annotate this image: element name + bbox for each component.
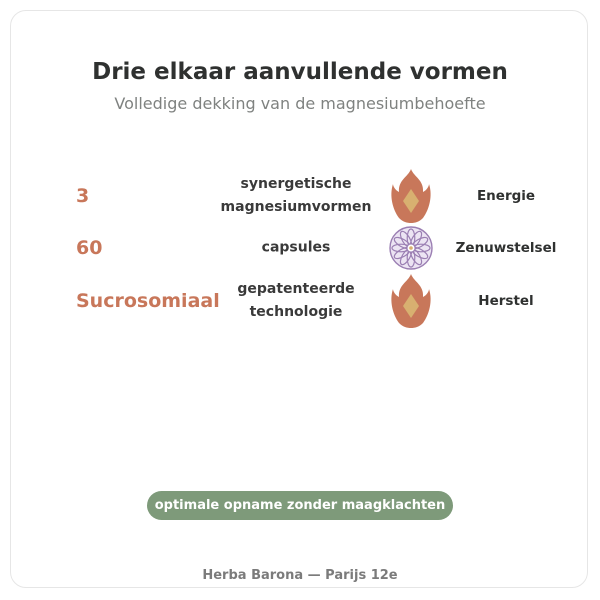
info-card — [10, 10, 588, 588]
feature-row-3 — [11, 273, 588, 329]
page-title: Drie elkaar aanvullende vormen — [92, 59, 508, 85]
feature-description — [211, 237, 381, 260]
feature-row-2 — [11, 220, 588, 276]
feature-row-1 — [11, 168, 588, 224]
benefit-label: Herstel — [478, 293, 534, 309]
feature-description — [211, 278, 381, 324]
feature-description — [211, 173, 381, 219]
feature-value: 60 — [76, 237, 103, 259]
benefit-label: Zenuwstelsel — [455, 240, 557, 256]
flame-icon — [389, 273, 433, 329]
footer-text: Herba Barona — Parijs 12e — [202, 568, 398, 583]
feature-description-line-2: technologie — [249, 304, 343, 320]
page-subtitle: Volledige dekking van de magnesiumbehoefte — [114, 94, 486, 113]
feature-description-line-2: magnesiumvormen — [220, 199, 372, 215]
feature-value: Sucrosomiaal — [76, 290, 220, 312]
feature-description-line-1: synergetische — [240, 176, 352, 192]
feature-description-line-1: gepatenteerde — [237, 281, 355, 297]
feature-value: 3 — [76, 185, 90, 207]
flame-icon — [389, 168, 433, 224]
absorption-badge: optimale opname zonder maagklachten — [147, 491, 453, 520]
lotus-mandala-icon — [389, 220, 433, 276]
benefit-label: Energie — [476, 188, 536, 204]
feature-description-line-1: capsules — [261, 239, 331, 256]
